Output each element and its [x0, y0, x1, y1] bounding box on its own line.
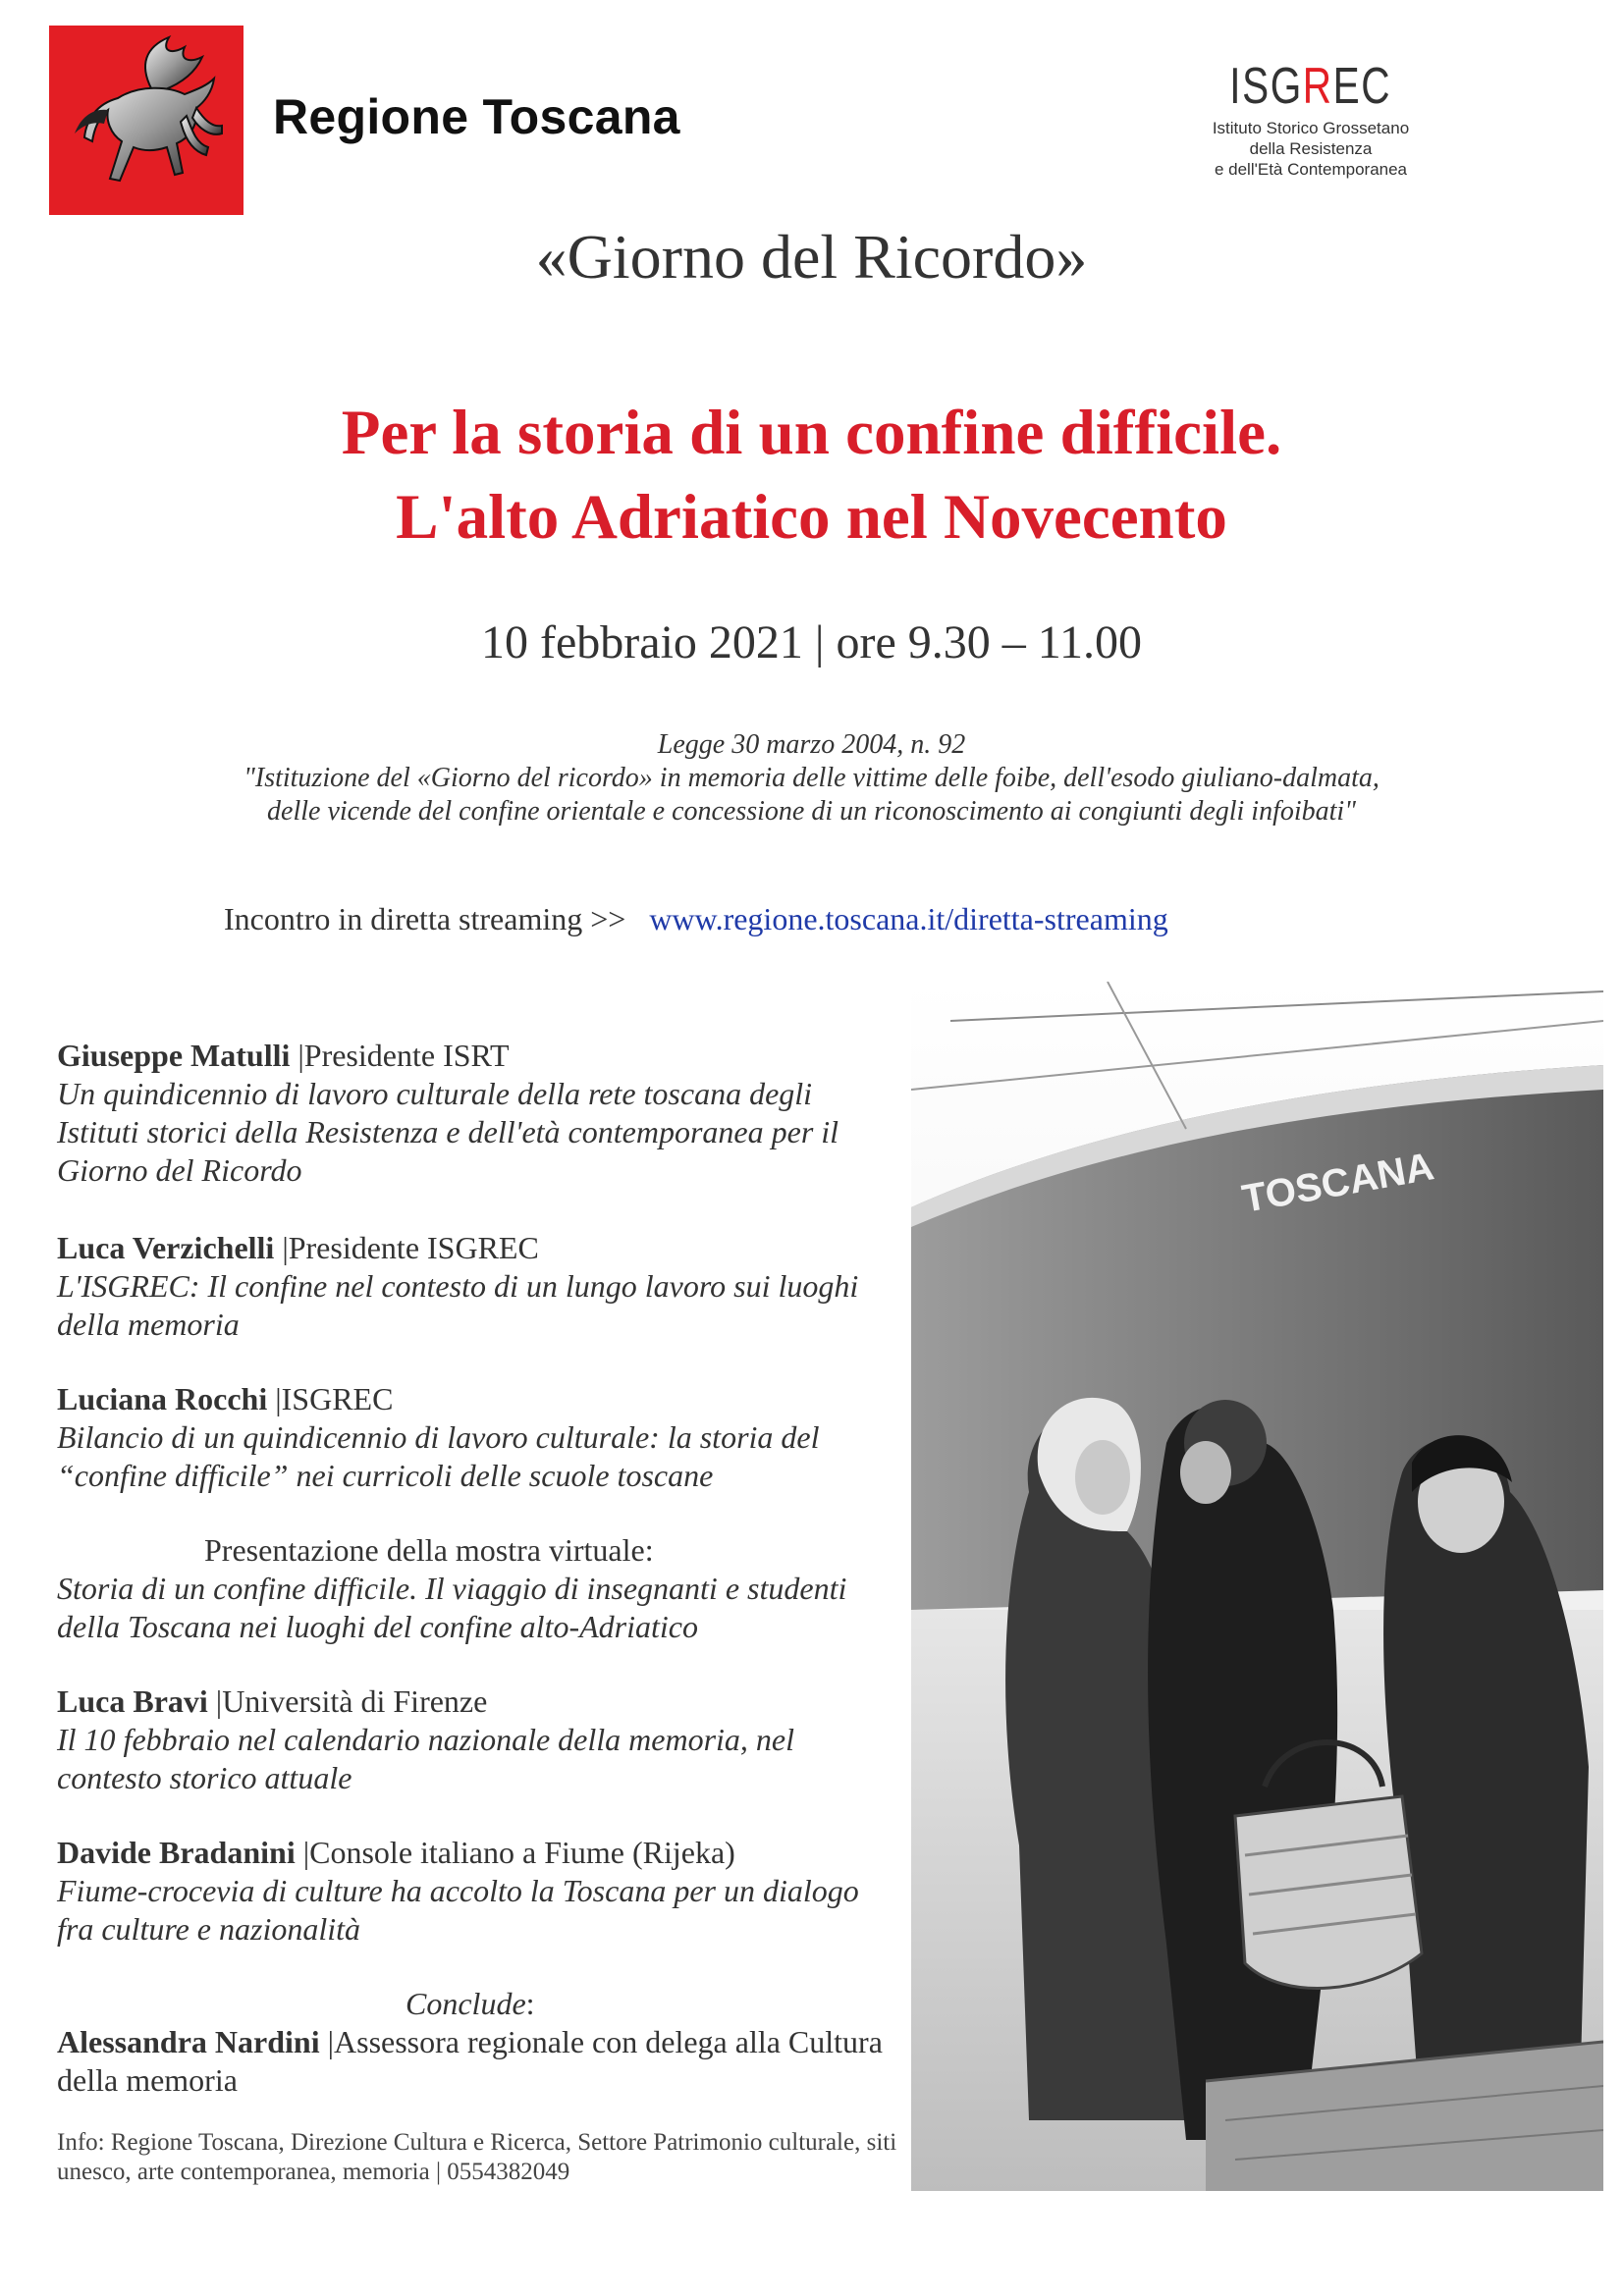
- speaker-role: |Assessora regionale con delega alla Cultura della memoria: [57, 2024, 883, 2098]
- isgrec-wordmark-r: R: [1303, 58, 1333, 115]
- speaker-role: |Università di Firenze: [207, 1683, 488, 1719]
- exhibition-presentation: [57, 1531, 901, 1646]
- conclusion-label-line: [57, 1985, 901, 2023]
- isgrec-line: Istituto Storico Grossetano: [1212, 119, 1410, 137]
- law-reference: Legge 30 marzo 2004, n. 92: [657, 729, 966, 760]
- speaker-role: |Presidente ISRT: [290, 1038, 510, 1073]
- region-name: Regione Toscana: [273, 89, 680, 144]
- law-reference-block: [0, 728, 1623, 828]
- conclusion-block: [57, 1985, 901, 2100]
- speaker-name: Davide Bradanini: [57, 1835, 296, 1870]
- event-subtitle: [0, 391, 1623, 560]
- isgrec-wordmark-text: ISGREC: [1229, 58, 1392, 115]
- pegasus-icon: [49, 26, 243, 215]
- speaker-role: |ISGREC: [267, 1381, 394, 1416]
- isgrec-line: e dell'Età Contemporanea: [1214, 160, 1408, 179]
- law-quote-line: "Istituzione del «Giorno del ricordo» in memoria delle vittime delle foibe, dell'esodo giuliano-dalmata,: [243, 763, 1380, 793]
- speaker-heading: [57, 1834, 901, 1872]
- isgrec-full-name: [1198, 118, 1424, 180]
- event-title: «Giorno del Ricordo»: [535, 222, 1088, 292]
- conclusion-label: Conclude: [406, 1986, 526, 2021]
- speaker-role: |Console italiano a Fiume (Rijeka): [295, 1835, 735, 1870]
- subtitle-line: L'alto Adriatico nel Novecento: [396, 482, 1227, 553]
- speaker-block: [57, 1682, 901, 1797]
- speaker-talk: Bilancio di un quindicennio di lavoro culturale: la storia del “confine difficile” nei curricoli delle scuole toscane: [57, 1419, 820, 1493]
- isgrec-line: della Resistenza: [1249, 139, 1373, 158]
- speaker-name: Luciana Rocchi: [57, 1381, 268, 1416]
- speaker-heading: [57, 1229, 901, 1267]
- historical-photo: [911, 982, 1603, 2191]
- speaker-talk: Il 10 febbraio nel calendario nazionale della memoria, nel contesto storico attuale: [57, 1722, 794, 1795]
- contact-info: Info: Regione Toscana, Direzione Cultura e Ricerca, Settore Patrimonio culturale, siti unesco, arte contemporanea, memoria | 0554382049: [57, 2129, 897, 2185]
- speaker-talk: L'ISGREC: Il confine nel contesto di un lungo lavoro sui luoghi della memoria: [57, 1268, 859, 1342]
- streaming-info: [224, 901, 1168, 937]
- ship-name: TOSCANA: [1238, 1145, 1437, 1221]
- conclusion-speaker: [57, 2023, 901, 2100]
- speaker-heading: [57, 1380, 901, 1418]
- speaker-heading: [57, 1037, 901, 1075]
- isgrec-wordmark: [1229, 58, 1392, 115]
- speaker-name: Alessandra Nardini: [57, 2024, 320, 2059]
- speaker-heading: [57, 1682, 901, 1721]
- law-quote-line: delle vicende del confine orientale e concessione di un riconoscimento ai congiunti degli infoibati": [267, 796, 1356, 827]
- speaker-talk: Un quindicennio di lavoro culturale della rete toscana degli Istituti storici della Resistenza e dell'età contemporanea per il Giorno del Ricordo: [57, 1076, 839, 1188]
- photo-scene: [911, 982, 1603, 2191]
- presentation-heading: Presentazione della mostra virtuale:: [204, 1532, 654, 1568]
- speaker-name: Luca Bravi: [57, 1683, 208, 1719]
- speaker-name: Luca Verzichelli: [57, 1230, 275, 1265]
- presentation-title: Storia di un confine difficile. Il viaggio di insegnanti e studenti della Toscana nei luoghi del confine alto-Adriatico: [57, 1571, 847, 1644]
- conclusion-colon: :: [525, 1986, 535, 2021]
- streaming-link[interactable]: www.regione.toscana.it/diretta-streaming: [649, 901, 1168, 936]
- subtitle-line: Per la storia di un confine difficile.: [341, 398, 1282, 468]
- event-date-time: 10 febbraio 2021 | ore 9.30 – 11.00: [480, 616, 1143, 668]
- regione-toscana-logo: [49, 26, 243, 215]
- isgrec-logo: [1198, 58, 1424, 180]
- speaker-role: |Presidente ISGREC: [274, 1230, 539, 1265]
- streaming-label: Incontro in diretta streaming >>: [224, 901, 626, 936]
- speaker-block: [57, 1229, 901, 1344]
- speaker-name: Giuseppe Matulli: [57, 1038, 291, 1073]
- speaker-block: [57, 1380, 901, 1495]
- speaker-block: [57, 1834, 901, 1949]
- speaker-block: [57, 1037, 901, 1190]
- speaker-talk: Fiume-crocevia di culture ha accolto la Toscana per un dialogo fra culture e nazionalità: [57, 1873, 859, 1947]
